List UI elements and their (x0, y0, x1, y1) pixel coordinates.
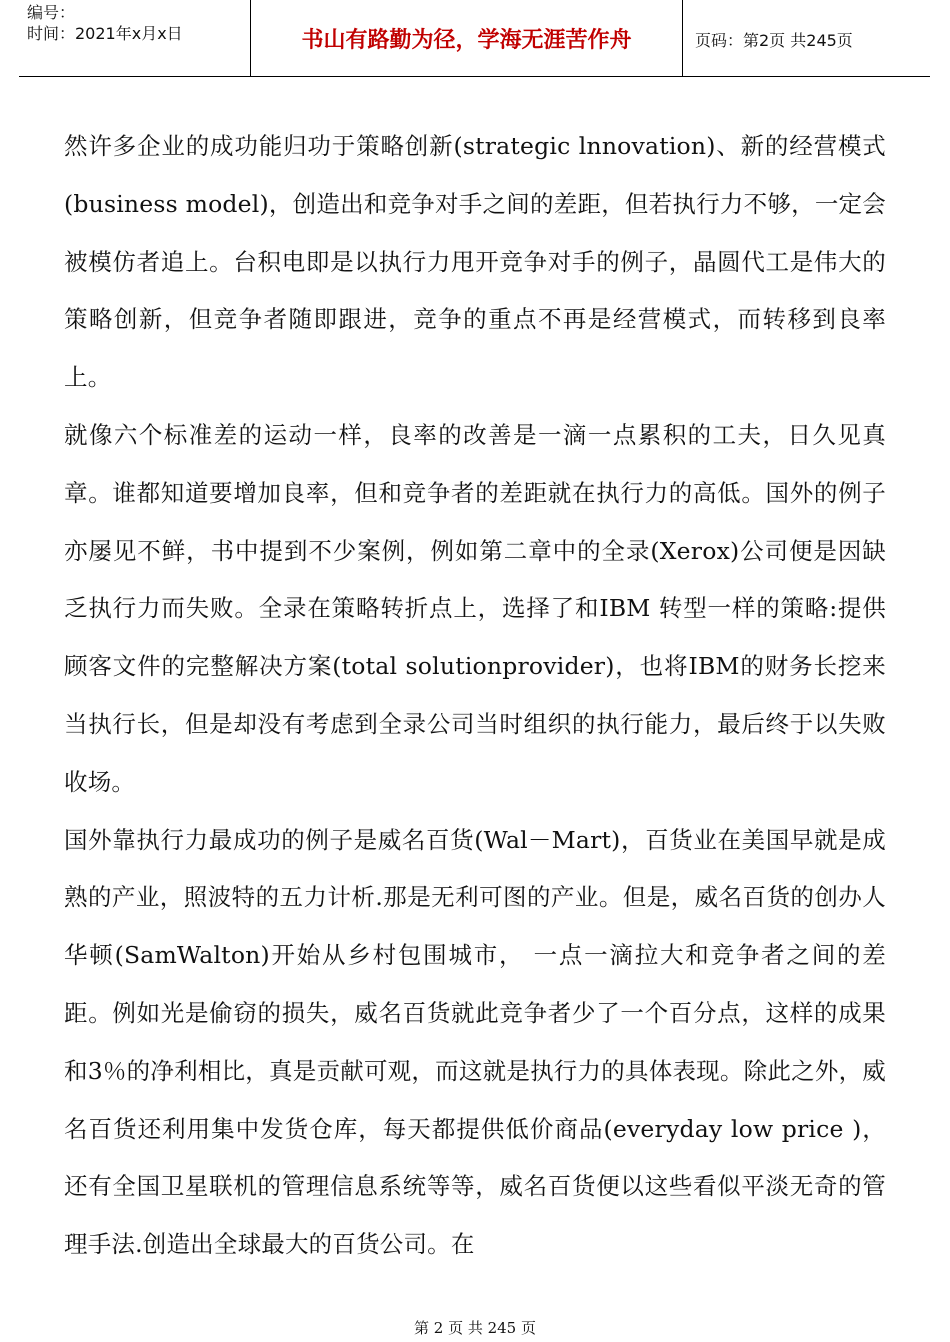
page-header (19, 0, 930, 77)
paragraph: 国外靠执行力最成功的例子是威名百货(Wal－Mart)，百货业在美国早就是成熟的产业，照波特的五力计析.那是无利可图的产业。但是，威名百货的创办人华顿(SamWalton)开始从乡村包围城市， 一点一滴拉大和竞争者之间的差距。例如光是偷窃的损失，威名百货就此竞争者少了一个百分点，这样的成果和3％的净利相比，真是贡献可观，而这就是执行力的具体表现。除此之外，威名百货还利用集中发货仓库，每天都提供低价商品(everyday low price )，还有全国卫星联机的管理信息系统等等，威名百货便以这些看似平淡无奇的管理手法.创造出全球最大的百货公司。在 (64, 825, 886, 1259)
header-meta-cell (19, 0, 251, 77)
time-label: 时间：2021年x月x日 (27, 24, 183, 43)
motto: 书山有路勤为径，学海无涯苦作舟 (301, 28, 632, 53)
page-number-label: 页码：第2页 共245页 (695, 31, 853, 50)
paragraph: 就像六个标准差的运动一样，良率的改善是一滴一点累积的工夫，日久见真章。谁都知道要增加良率，但和竞争者的差距就在执行力的高低。国外的例子亦屡见不鲜，书中提到不少案例，例如第二章中的全录(Xerox)公司便是因缺乏执行力而失败。全录在策略转折点上，选择了和IBM 转型一样的策略:提供顾客文件的完整解决方案(total solutionprovider)，也将IBM的财务长挖来当执行长，但是却没有考虑到全录公司当时组织的执行能力，最后终于以失败收场。 (64, 420, 886, 796)
paragraph: 然许多企业的成功能归功于策略创新(strategic lnnovation)、新的经营模式(business model)，创造出和竞争对手之间的差距，但若执行力不够，一定会被模仿者追上。台积电即是以执行力甩开竞争对手的例子，晶圆代工是伟大的策略创新，但竞争者随即跟进，竞争的重点不再是经营模式，而转移到良率上。 (64, 132, 886, 392)
number-label: 编号： (27, 3, 76, 22)
page-footer: 第 2 页 共 245 页 (413, 1319, 536, 1337)
header-page-cell (683, 0, 930, 77)
document-body (64, 118, 886, 1274)
header-motto-cell (251, 0, 683, 77)
